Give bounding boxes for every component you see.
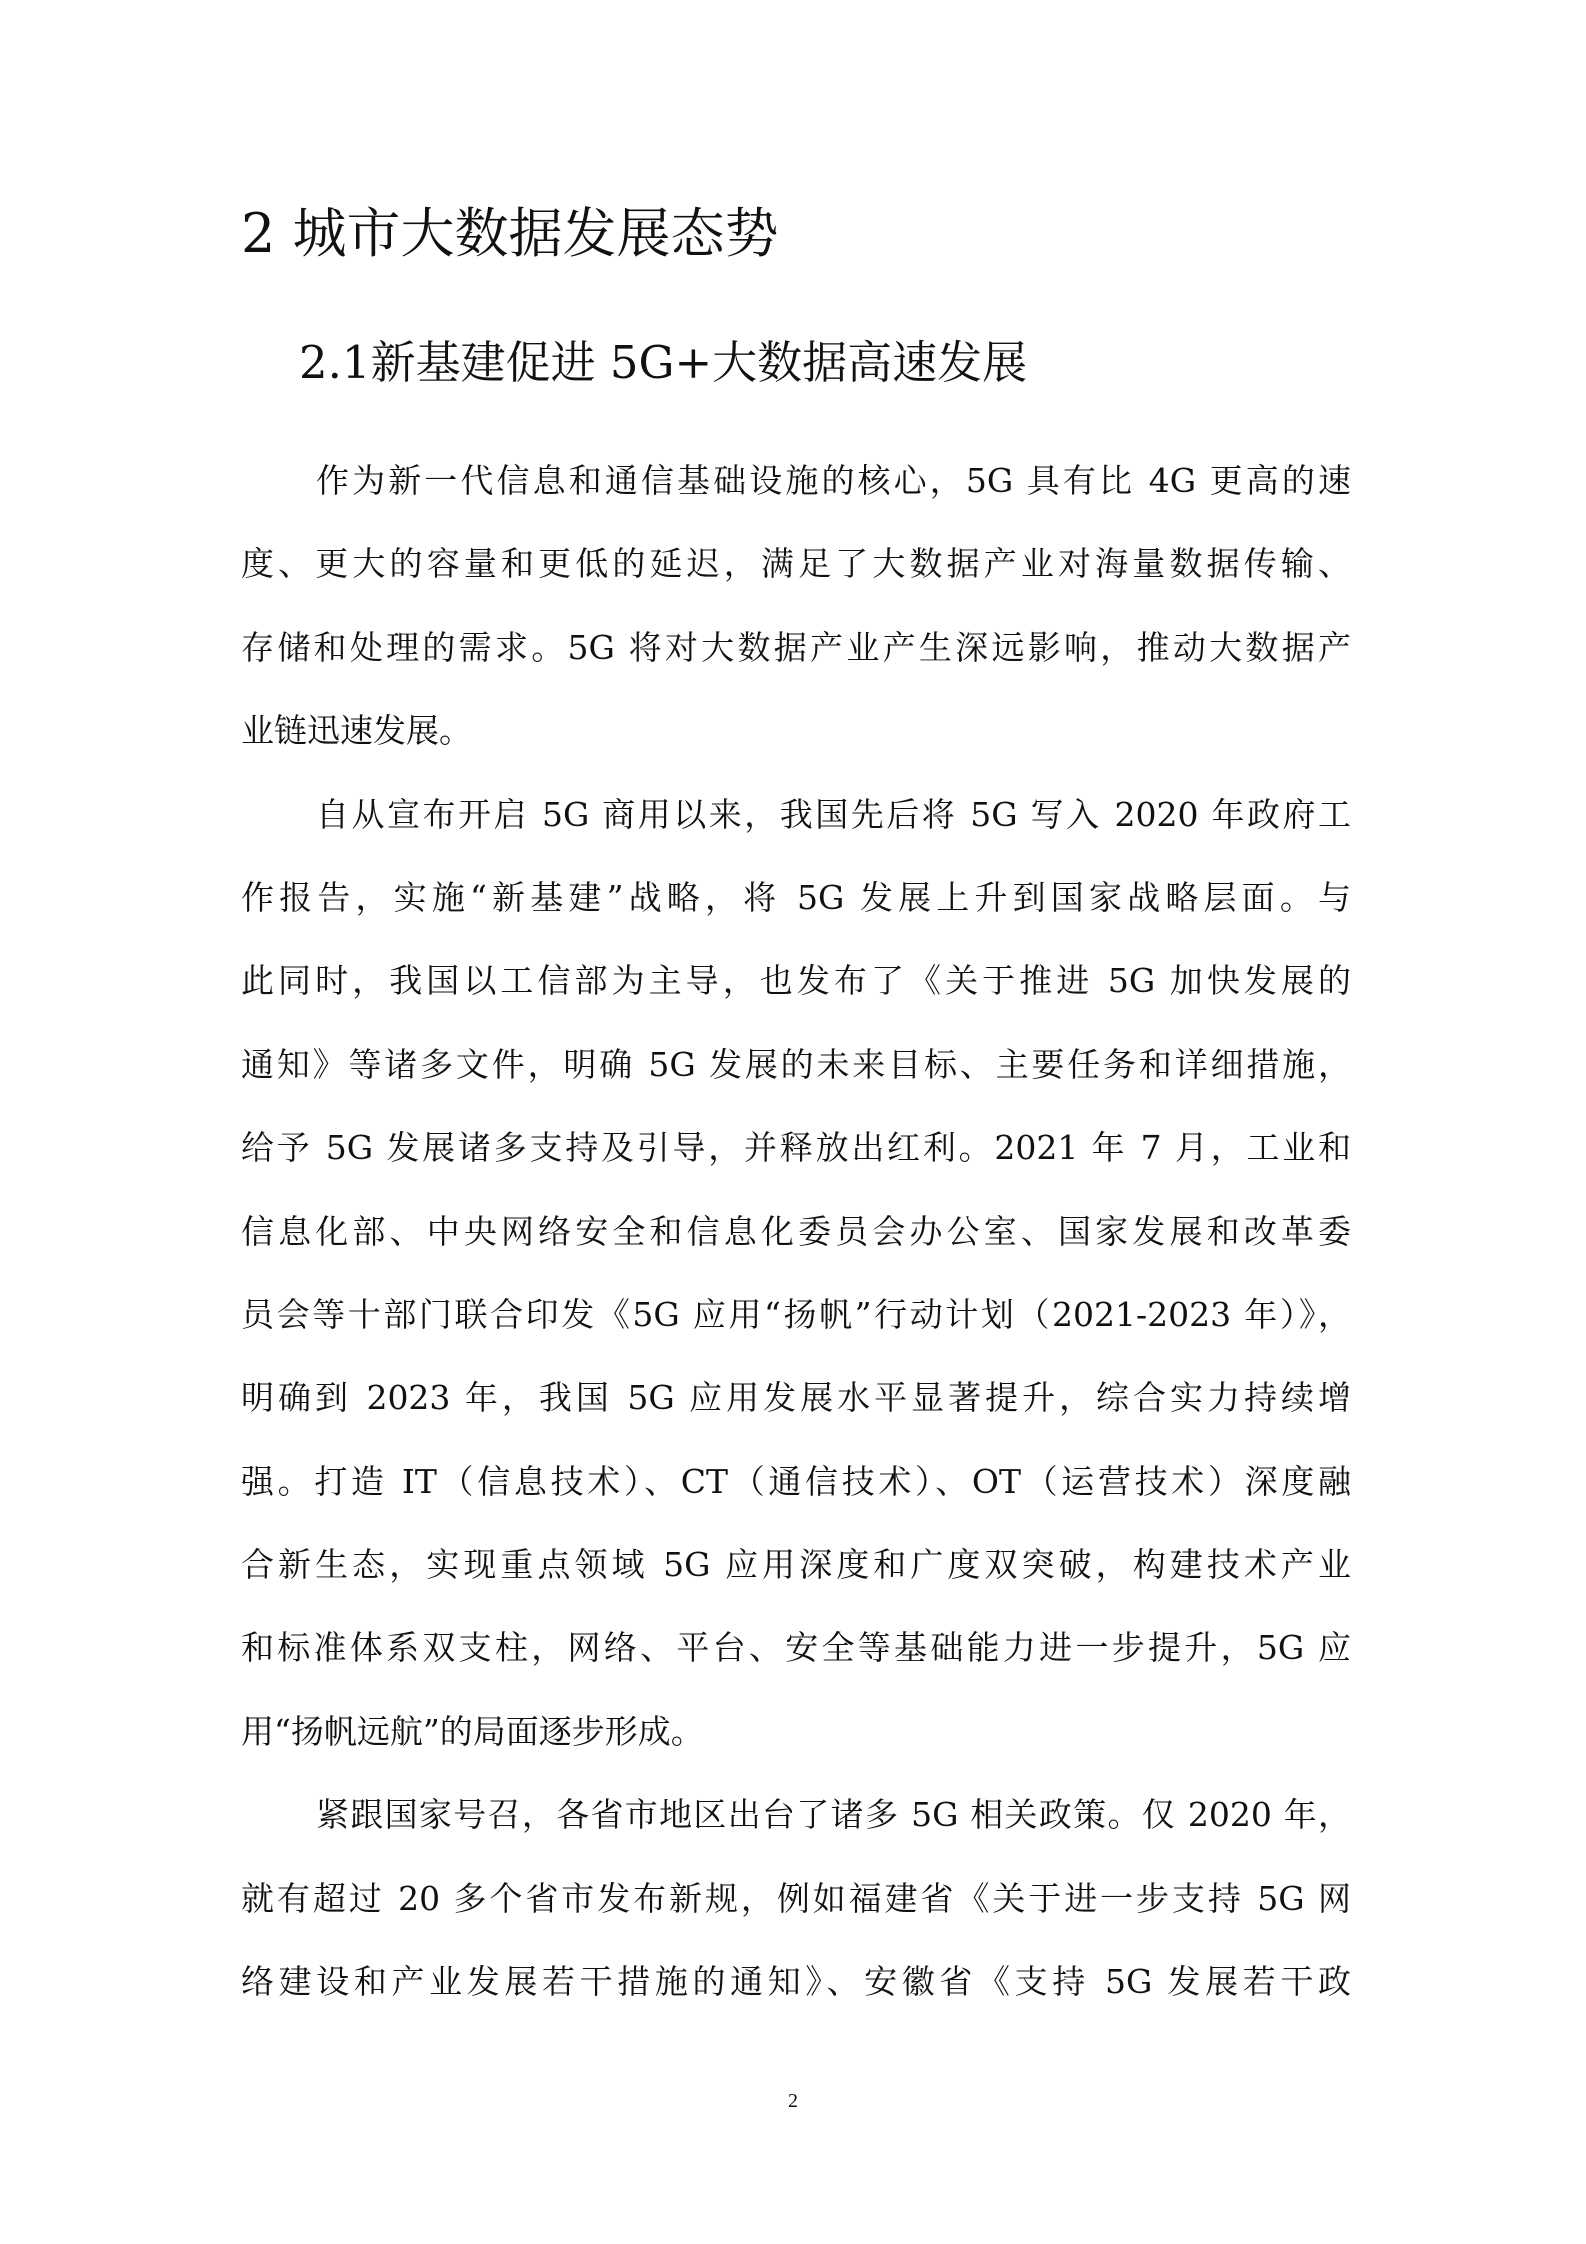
text-line: 通知》等诸多文件，明确 5G 发展的未来目标、主要任务和详细措施， [241, 1044, 1351, 1084]
paragraph [241, 1773, 1351, 2023]
paragraph [241, 773, 1351, 1774]
text-line: 合新生态，实现重点领域 5G 应用深度和广度双突破，构建技术产业 [241, 1545, 1351, 1585]
text-line: 度、更大的容量和更低的延迟，满足了大数据产业对海量数据传输、 [241, 544, 1351, 584]
text-line: 自从宣布开启 5G 商用以来，我国先后将 5G 写入 2020 年政府工 [316, 794, 1351, 834]
text-line: 络建设和产业发展若干措施的通知》、安徽省《支持 5G 发展若干政 [241, 1962, 1351, 2002]
text-line: 信息化部、中央网络安全和信息化委员会办公室、国家发展和改革委 [241, 1211, 1351, 1251]
text-line: 业链迅速发展。 [241, 711, 472, 751]
text-line: 存储和处理的需求。5G 将对大数据产业产生深远影响，推动大数据产 [241, 627, 1351, 667]
paragraph [241, 439, 1351, 773]
text-line: 用“扬帆远航”的局面逐步形成。 [241, 1711, 704, 1751]
text-line: 给予 5G 发展诸多支持及引导，并释放出红利。2021 年 7 月，工业和 [241, 1128, 1351, 1168]
text-line: 和标准体系双支柱，网络、平台、安全等基础能力进一步提升，5G 应 [241, 1628, 1351, 1668]
text-line: 员会等十部门联合印发《5G 应用“扬帆”行动计划（2021-2023 年）》， [241, 1294, 1351, 1334]
text-line: 明确到 2023 年，我国 5G 应用发展水平显著提升，综合实力持续增 [241, 1378, 1351, 1418]
text-line: 紧跟国家号召，各省市地区出台了诸多 5G 相关政策。仅 2020 年， [316, 1795, 1351, 1835]
body-text [241, 439, 1351, 2023]
text-line: 作报告，实施“新基建”战略，将 5G 发展上升到国家战略层面。与 [241, 877, 1351, 917]
text-line: 强。打造 IT（信息技术）、CT（通信技术）、OT（运营技术）深度融 [241, 1461, 1351, 1501]
section-heading: 2 城市大数据发展态势 [241, 202, 779, 265]
text-line: 作为新一代信息和通信基础设施的核心，5G 具有比 4G 更高的速 [316, 461, 1351, 500]
text-line: 就有超过 20 多个省市发布新规，例如福建省《关于进一步支持 5G 网 [241, 1878, 1351, 1918]
page-number: 2 [788, 2090, 798, 2112]
subsection-heading: 2.1新基建促进 5G+大数据高速发展 [299, 336, 1028, 389]
text-line: 此同时，我国以工信部为主导，也发布了《关于推进 5G 加快发展的 [241, 961, 1351, 1001]
